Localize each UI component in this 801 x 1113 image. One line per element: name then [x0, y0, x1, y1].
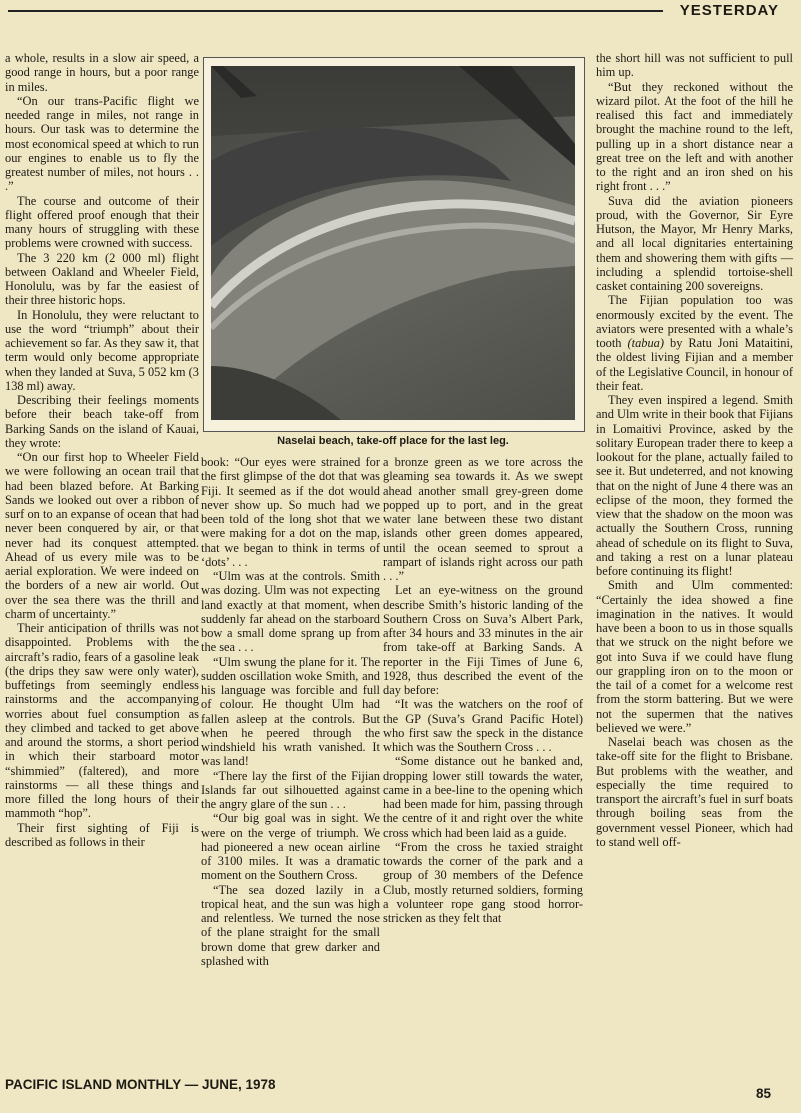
- paragraph: a bronze green as we tore across the gleaming sea towards it. As we swept ahead another small grey-green dome popped up to port, and in the great water lane between these two distant islands other green domes appeared, until the ocean seemed to sprout a rampart of islands right across our path . . .”: [383, 455, 583, 583]
- paragraph: [596, 293, 793, 393]
- paragraph: “From the cross he taxied straight towards the corner of the park and a group of 30 members of the Defence Club, mostly returned soldiers, forming a volunteer rope gang stood horror-stricken as they felt that: [383, 839, 583, 925]
- paragraph: “On our first hop to Wheeler Field we were following an ocean trail that had been blazed before. At Barking Sands we looked out over a ribbon of surf on to an expanse of ocean that had never been conquered by air, or that never had its conquest attempted. Ahead of us every mile was to be aerial exploration. We were indeed on the borders of a new air world. Out over the sea there was the thrill and charm of uncertainty.”: [5, 450, 199, 621]
- paragraph: They even inspired a legend. Smith and Ulm write in their book that Fijians in Lomaitivi Province, asked by the solitary European trader there to keep a lookout for the plane, actually failed to see it. But undeterred, and not knowing that on the night of June 4 there was an eclipse of the moon, they formed the view that the shadow on the moon was actually the Southern Cross, running ahead of schedule on its flight to Suva, and taking a rest on a lunar plateau before continuing its flight!: [596, 393, 793, 578]
- text-column-2: [201, 455, 380, 968]
- paragraph: Their anticipation of thrills was not disappointed. Problems with the aircraft’s radio, fears of a gasoline leak (the drips they saw were only water), buffetings from seemingly endless rainstorms and the accompanying worries about fuel consumption as they climbed and tacked to get above and around the storms, a short period in which their starboard motor “shimmied” (faltered), and more rainstorms — all these things and more filled the long hours of their mammoth “hop”.: [5, 621, 199, 821]
- paragraph: “There lay the first of the Fijian Islands far out silhouetted against the angry glare of the sun . . .: [201, 768, 380, 811]
- paragraph: a whole, results in a slow air speed, a good range in hours, but a poor range in miles.: [5, 51, 199, 94]
- paragraph: book: “Our eyes were strained for the first glimpse of the dot that was Fiji. It seemed as if the dot would never show up. So much had we been told of the long shot that we were making for a dot on the map, that we began to think in terms of ‘dots’ . . .: [201, 455, 380, 569]
- header-rule: [8, 10, 663, 12]
- publication-footer: PACIFIC ISLAND MONTHLY — JUNE, 1978: [5, 1077, 276, 1092]
- paragraph: The 3 220 km (2 000 ml) flight between Oakland and Wheeler Field, Honolulu, was by far the easiest of their three historic hops.: [5, 250, 199, 308]
- paragraph: In Honolulu, they were reluctant to use the word “triumph” about their achievement so far. As they saw it, that term would only become appropriate when they landed at Suva, 5 052 km (3 138 ml) away.: [5, 307, 199, 393]
- paragraph-text: by Ratu Joni Mataitini, the oldest living Fijian and a member of the Legislative Council, in honour of their feat.: [596, 336, 793, 393]
- paragraph: Let an eye-witness on the ground describe Smith’s historic landing of the Southern Cross on Suva’s Albert Park, after 34 hours and 33 minutes in the air from take-off at Barking Sands. A reporter in the Fiji Times of June 6, 1928, thus described the event of the day before:: [383, 583, 583, 697]
- paragraph: Naselai beach was chosen as the take-off site for the flight to Brisbane. But problems with the weather, and especially the time required to transport the aircraft’s fuel in surf boats through boiling seas from the government vessel Pioneer, which had to stand well off-: [596, 735, 793, 849]
- paragraph: Describing their feelings moments before their beach take-off from Barking Sands on the island of Kauai, they wrote:: [5, 393, 199, 450]
- paragraph: the short hill was not sufficient to pull him up.: [596, 51, 793, 80]
- paragraph: “Our big goal was in sight. We were on the verge of triumph. We had pioneered a new ocean airline of 3100 miles. It was a dramatic moment on the Southern Cross.: [201, 811, 380, 883]
- paragraph: Their first sighting of Fiji is described as follows in their: [5, 820, 199, 849]
- paragraph: “It was the watchers on the roof of the GP (Suva’s Grand Pacific Hotel) who first saw the speck in the distance which was the Southern Cross . . .: [383, 697, 583, 754]
- paragraph: The course and outcome of their flight offered proof enough that their many hours of struggling with these problems were crowned with success.: [5, 193, 199, 251]
- paragraph: “Some distance out he banked and, dropping lower still towards the water, came in a bee-line to the opening which had been made for him, passing through the centre of it and right over the white cross which had been laid as a guide.: [383, 754, 583, 840]
- section-title: YESTERDAY: [679, 2, 779, 19]
- italic-term: (tabua): [627, 336, 664, 350]
- text-column-3: [383, 455, 583, 925]
- paragraph: Suva did the aviation pioneers proud, with the Governor, Sir Eyre Hutson, the Mayor, Mr Henry Marks, and all local dignitaries entertaining them and showering them with gifts — including a splendid tortoise-shell casket containing 200 sovereigns.: [596, 193, 793, 293]
- paragraph: “The sea dozed lazily in a tropical heat, and the sun was high and relentless. We turned the nose of the plane straight for the small brown dome that grew darker and splashed with: [201, 882, 380, 968]
- page-number: 85: [755, 1086, 771, 1101]
- paragraph: “On our trans-Pacific flight we needed range in miles, not range in hours. Our task was to determine the most economical speed at which to run our engines to enable us to fly the greatest number of miles, not hours . . .”: [5, 93, 199, 194]
- paragraph: Smith and Ulm commented: “Certainly the idea showed a fine imagination in the natives. It would have been a boon to us in those squalls that we struck on the night before we got into Suva if we could have flung our grappling iron on to the moon or the tail of a comet for a welcome rest from the storm battering. But we were not the supermen that the natives believed we were.”: [596, 578, 793, 735]
- paragraph: “Ulm swung the plane for it. The sudden oscillation woke Smith, and his language was forcible and full of colour. He thought Ulm had fallen asleep at the controls. But when he peered through the windshield his wrath vanished. It was land!: [201, 654, 380, 769]
- photo-caption: Naselai beach, take-off place for the last leg.: [277, 435, 509, 447]
- paragraph-text: The Fijian population too was enormously excited by the event. The aviators were presented with a whale’s tooth: [596, 293, 793, 350]
- text-column-1: [5, 51, 199, 849]
- beach-photo: [211, 66, 575, 420]
- paragraph: “Ulm was at the controls. Smith was dozing. Ulm was not expecting land exactly at that moment, when suddenly far ahead on the starboard bow a small dome sprang up from the sea . . .: [201, 569, 380, 655]
- paragraph: “But they reckoned without the wizard pilot. At the foot of the hill he realised this fact and immediately brought the machine round to the left, pulling up in a short distance near a great tree on the left and with another to the right and an iron shed on his right front . . .”: [596, 79, 793, 194]
- text-column-4: [596, 51, 793, 849]
